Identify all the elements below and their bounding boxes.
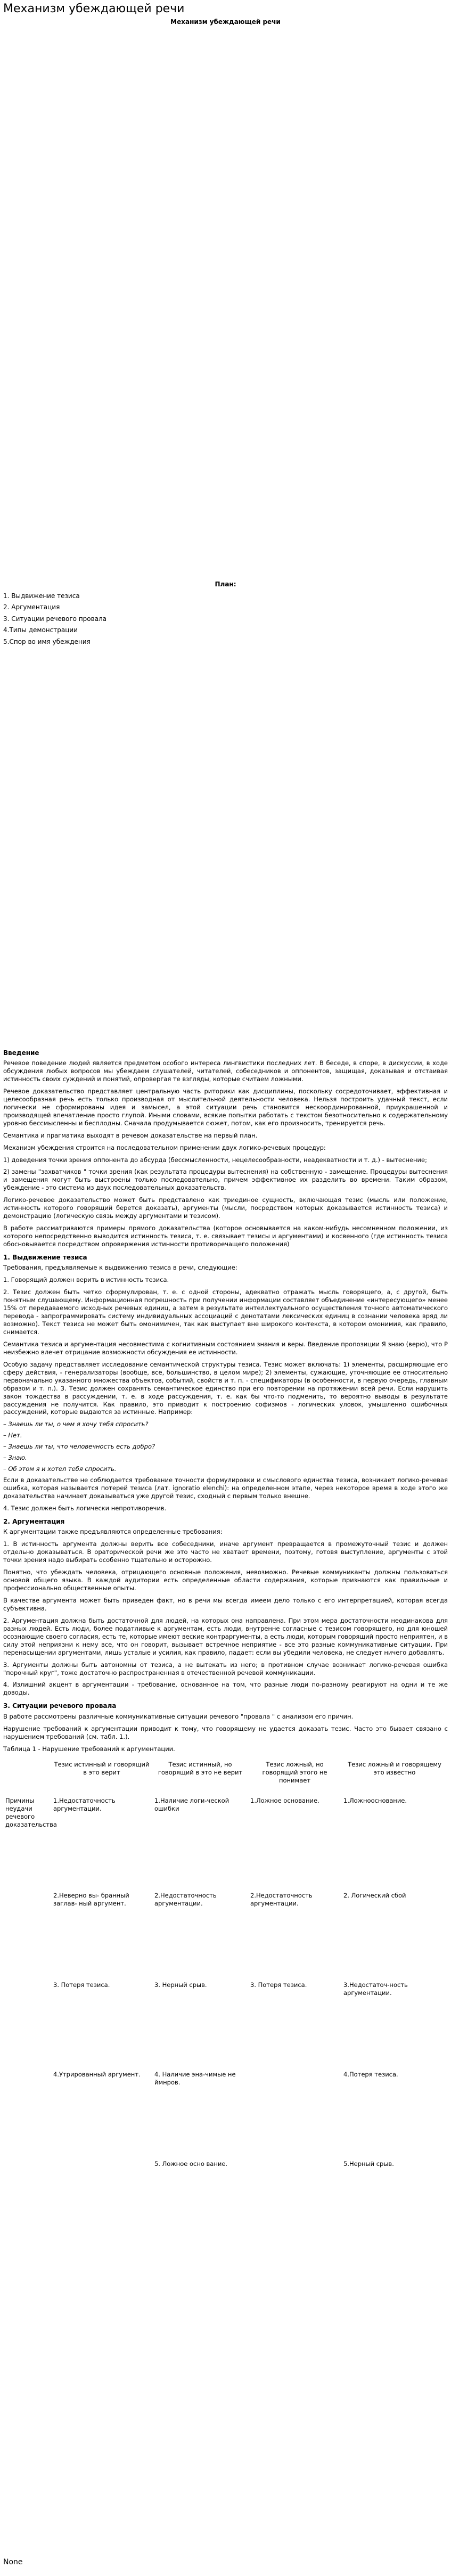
document-body	[0, 580, 451, 2248]
dialog-line: – Нет.	[3, 1432, 22, 1440]
intro-paragraph: В работе рассматриваются примеры прямого доказательства (которое основывается на каком-нибудь несомненном положении, из которого непосредственно выводится истинность тезиса, т. е. связывает тезисы и аргументами) и косвенного (где истинность тезиса обосновывается посредством опровержения истинности противоречащего положения)	[3, 1224, 448, 1248]
intro-paragraph: 1) доведения точки зрения оппонента до абсурда (бессмысленности, нецелесообразности, неадекватности и т. д.) - вытеснение;	[3, 1156, 427, 1164]
table-cell	[51, 2158, 152, 2247]
table-header-cell: Тезис ложный, но говорящий этого не понимает	[262, 1760, 327, 1784]
blank-space	[3, 650, 448, 1044]
section2-heading: 2. Аргументация	[3, 1517, 65, 1525]
table-cell: 4. Наличие эна-чимые не ймнров.	[154, 2071, 236, 2087]
plan-item: 1. Выдвижение тезиса	[3, 592, 80, 600]
table-row	[3, 1979, 448, 2068]
table-cell: 3. Потеря тезиса.	[250, 1981, 307, 1989]
plan-item: 2. Аргументация	[3, 603, 60, 611]
intro-paragraph: 2) замены "захватчиков " точки зрения (как результата процедуры вытеснения) на собственную - замещение. Процедуры вытеснения и замещения могут быть выстроены только последовательно, причем эффективное их разделить во времени. Таким образом, убеждение - это система из двух последовательных доказательств.	[3, 1168, 448, 1192]
table-header-cell: Тезис истинный и говорящий в это верит	[54, 1760, 150, 1776]
intro-paragraph: Логико-речевое доказательство может быть представлено как триединое сущность, включающая тезис (мысль или положение, истинность которого говорящий берется доказать), аргументы (мысли, посредством которых доказывается истинность тезиса) и демонстрацию (логическую связь между аргументами и тезисом).	[3, 1196, 448, 1220]
intro-paragraph: Речевое доказательство представляет центральную часть риторики как дисциплины, поскольку сосредоточивает, эффективная и целесообразная речь есть только производная от мыслительной деятельности человека. Нельзя построить удачный текст, если логически не сформированы идея и замысел, а этой ситуации речь становится нескоординированной, приукрашенной и производящей впечатление просто глупой. Иными словами, всякие попытки работать с текстом безотносительно к содержательному уровню бессмысленны и бесплодны. Сначала продумывается сюжет, потом, как его произносить, тренируется речь.	[3, 1087, 448, 1127]
table-cell: 3.Недостаточ-ность аргументации.	[343, 1981, 408, 1997]
table-header-cell: Тезис ложный и говорящему это известно	[348, 1760, 441, 1776]
table-cell: 3. Нерный срыв.	[154, 1981, 207, 1989]
section3-paragraph: В работе рассмотрены различные коммуникативные ситуации речевого "провала " с анализом его причин.	[3, 1712, 354, 1720]
plan-title: План:	[215, 580, 236, 588]
section1-paragraph: Семантика тезиса и аргументация несовместима с когнитивным состоянием знания и веры. Введение пропозиции Я знаю (верю), что Р неизбежно влечет отрицание возможности обсуждения ее истинности.	[3, 1340, 448, 1356]
table-header-row	[3, 1759, 448, 1795]
section3-paragraph: Нарушение требований к аргументации приводит к тому, что говорящему не удается доказать тезис. Часто это бывает связано с нарушением требований (см. табл. 1.).	[3, 1724, 448, 1740]
plan-item: 4.Типы демонстрации	[3, 626, 78, 634]
table-caption: Таблица 1 - Нарушение требований к аргументации.	[3, 1745, 175, 1753]
table-cell	[248, 2158, 341, 2247]
table-cell: 1.Ложнооснование.	[343, 1797, 407, 1805]
dialog-line: – Знаешь ли ты, что человечность есть добро?	[3, 1443, 155, 1451]
plan-item: 3. Ситуации речевого провала	[3, 615, 107, 623]
table-cell-empty	[3, 1979, 51, 2068]
document-title: Механизм убеждающей речи	[170, 18, 281, 26]
table-row	[3, 2068, 448, 2158]
section2-paragraph: 3. Аргументы должны быть автономны от тезиса, а не вытекать из него; в противном случае возникает логико-речевая ошибка "порочный круг", тоже достаточно распространенная в отечественной речевой коммуникации.	[3, 1661, 448, 1677]
plan-list	[3, 592, 448, 647]
section2-paragraph: Понятно, что убеждать человека, отрицающего основные положения, невозможно. Речевые коммуниканты должны пользоваться основой общего языка. В каждой аудитории есть определенные области содержания, которые признаются как правильные и профессионально общественные опыты.	[3, 1568, 448, 1592]
intro-heading: Введение	[3, 1049, 39, 1057]
section1-paragraph: 2. Тезис должен быть четко сформулирован, т. е. с одной стороны, адекватно отражать мысль говорящего, а, с другой, быть понятным слушающему. Информационная погрешность при получении информации составляет объединение «интересующего» менее 15% от передаваемого исходных речевых единиц, а затем в результате интеллектуального осуществления точного автоматического перевода - запрограммировать систему индивидуальных ассоциаций с денотатами лексических единиц в сознании человека вряд ли возможно). Текст тезиса не может быть омонимичен, так как выступает вне широкого контекста, в котором омонимия, как правило, снимается.	[3, 1288, 448, 1336]
table-cell: 2.Недостаточность аргументации.	[250, 1892, 313, 1908]
table-cell: 4.Потеря тезиса.	[343, 2071, 398, 2079]
plan-item: 5.Спор во имя убеждения	[3, 637, 91, 645]
section2-paragraph: В качестве аргумента может быть приведен факт, но в речи мы всегда имеем дело только с его интерпретацией, которая всегда субъективна.	[3, 1597, 448, 1612]
dialog-line: – Об этом я и хотел тебя спросить.	[3, 1465, 117, 1473]
intro-paragraph: Речевое поведение людей является предметом особого интереса лингвистики последних лет. В беседе, в споре, в дискуссии, в ходе обсуждения любых вопросов мы убеждаем слушателей, читателей, собеседников и оппонентов, защищая, доказывая и отстаивая истинность своих суждений и понятий, опровергая те взгляды, которые считаем ложными.	[3, 1059, 448, 1083]
table-cell-empty	[3, 1890, 51, 1979]
table-cell: 5.Нерный срыв.	[343, 2160, 394, 2168]
table-cell: 4.Утрированный аргумент.	[53, 2071, 141, 2079]
section1-heading: 1. Выдвижение тезиса	[3, 1253, 87, 1261]
footer-text: None	[3, 2558, 23, 2566]
table-cell: 2.Недостаточность аргументации.	[154, 1892, 217, 1908]
intro-paragraph: Семантика и прагматика выходят в речевом доказательстве на первый план.	[3, 1131, 258, 1139]
table-row	[3, 1795, 448, 1890]
dialog-line: – Знаешь ли ты, о чем я хочу тебя спросить?	[3, 1420, 149, 1428]
intro-paragraph: Механизм убеждения строится на последовательном применении двух логико-речевых процедур:	[3, 1143, 326, 1151]
table-cell: 3. Потеря тезиса.	[53, 1981, 110, 1989]
dialog-line: – Знаю.	[3, 1454, 27, 1462]
table-row-label: Причины неудачи речевого доказательства	[5, 1797, 57, 1829]
section2-paragraph: К аргументации также предъявляются определенные требования:	[3, 1528, 223, 1536]
table-row	[3, 1890, 448, 1979]
table-cell: 1.Недостаточность аргументации.	[53, 1797, 116, 1813]
table-cell: 1.Наличие логи-ческой ошибки	[154, 1797, 229, 1813]
page-top-title: Механизм убеждающей речи	[3, 2, 185, 15]
section1-paragraph: Если в доказательстве не соблюдается требование точности формулировки и смыслового единства тезиса, возникает логико-речевая ошибка, которая называется потерей тезиса (лат. ignoratio elenchi): на определенном этапе, через некоторое время в ходе этого же доказательства начинает доказываться уже другой тезис, сходный с первым только внешне.	[3, 1476, 448, 1500]
table-header-cell	[3, 1759, 51, 1795]
section2-paragraph: 4. Излишний акцент в аргументации - требование, основанное на том, что разные люди по-разному реагируют на одни и те же доводы.	[3, 1681, 448, 1697]
table-cell: 2. Логический сбой	[343, 1892, 406, 1900]
table-cell	[248, 2068, 341, 2158]
section1-paragraph: Требования, предъявляемые к выдвижению тезиса в речи, следующие:	[3, 1264, 237, 1272]
section2-paragraph: 2. Аргументация должна быть достаточной для людей, на которых она направлена. При этом мера достаточности неодинакова для разных людей. Есть люди, более податливые к аргументам, есть люди, внутренне согласные с тезисом говорящего, но для юношей осознающие своего согласия, есть те, которые имеют веские контраргументы, а есть люди, которым говорящий просто неприятен, и в силу этой неприязни к нему все, что он говорит, вызывает встречное неприятие - все это разные коммуникативные ситуации. При перенасыщении аргументами, лишь усталые и усилия, как правило, падает: если вы убедили человека, не следует ничего добавлять.	[3, 1616, 448, 1656]
section3-heading: 3. Ситуации речевого провала	[3, 1702, 117, 1710]
table-cell: 1.Ложное основание.	[250, 1797, 319, 1805]
section1-paragraph: 4. Тезис должен быть логически непротиворечив.	[3, 1504, 167, 1512]
table-cell-empty	[3, 2158, 51, 2247]
table-cell-empty	[3, 2068, 51, 2158]
table-header-cell: Тезис истинный, но говорящий в это не верит	[158, 1760, 243, 1776]
section1-paragraph: Особую задачу представляет исследование семантической структуры тезиса. Тезис может включать: 1) элементы, расширяющие его сферу действия, - генерализаторы (вообще, все, большинство, в целом мире); 2) элементы, сужающие, уточняющие ее относительно первоначально указанного множества объектов, событий, свойств и т. п. - спецификаторы (в особенности, в первую очередь, главным образом и т. п.). 3. Тезис должен сохранять семантическое единство при его повторении на протяжении всей речи. Если нарушить закон тождества в рассуждении, т. е. в ходе рассуждения, т. е. как бы что-то подменить, то вероятно выводы в результате рассуждения не получится. Как правило, это приводит к построению софизмов - логических уловок, умышленно ошибочных рассуждений, которые выдаются за истинные. Например:	[3, 1360, 448, 1416]
section2-paragraph: 1. В истинность аргумента должны верить все собеседники, иначе аргумент превращается в промежуточный тезис и должен отдельно доказываться. В ораторической речи же это часто не хватает времени, поэтому, готовя выступление, аргументы с этой точки зрения надо выбирать особенно тщательно и осторожно.	[3, 1540, 448, 1564]
table-cell: 2.Неверно вы- бранный заглав- ный аргумент.	[53, 1892, 129, 1908]
table-row	[3, 2158, 448, 2247]
requirements-table	[3, 1759, 448, 2248]
section1-paragraph: 1. Говорящий должен верить в истинность тезиса.	[3, 1276, 169, 1284]
table-cell: 5. Ложное осно вание.	[154, 2160, 228, 2168]
